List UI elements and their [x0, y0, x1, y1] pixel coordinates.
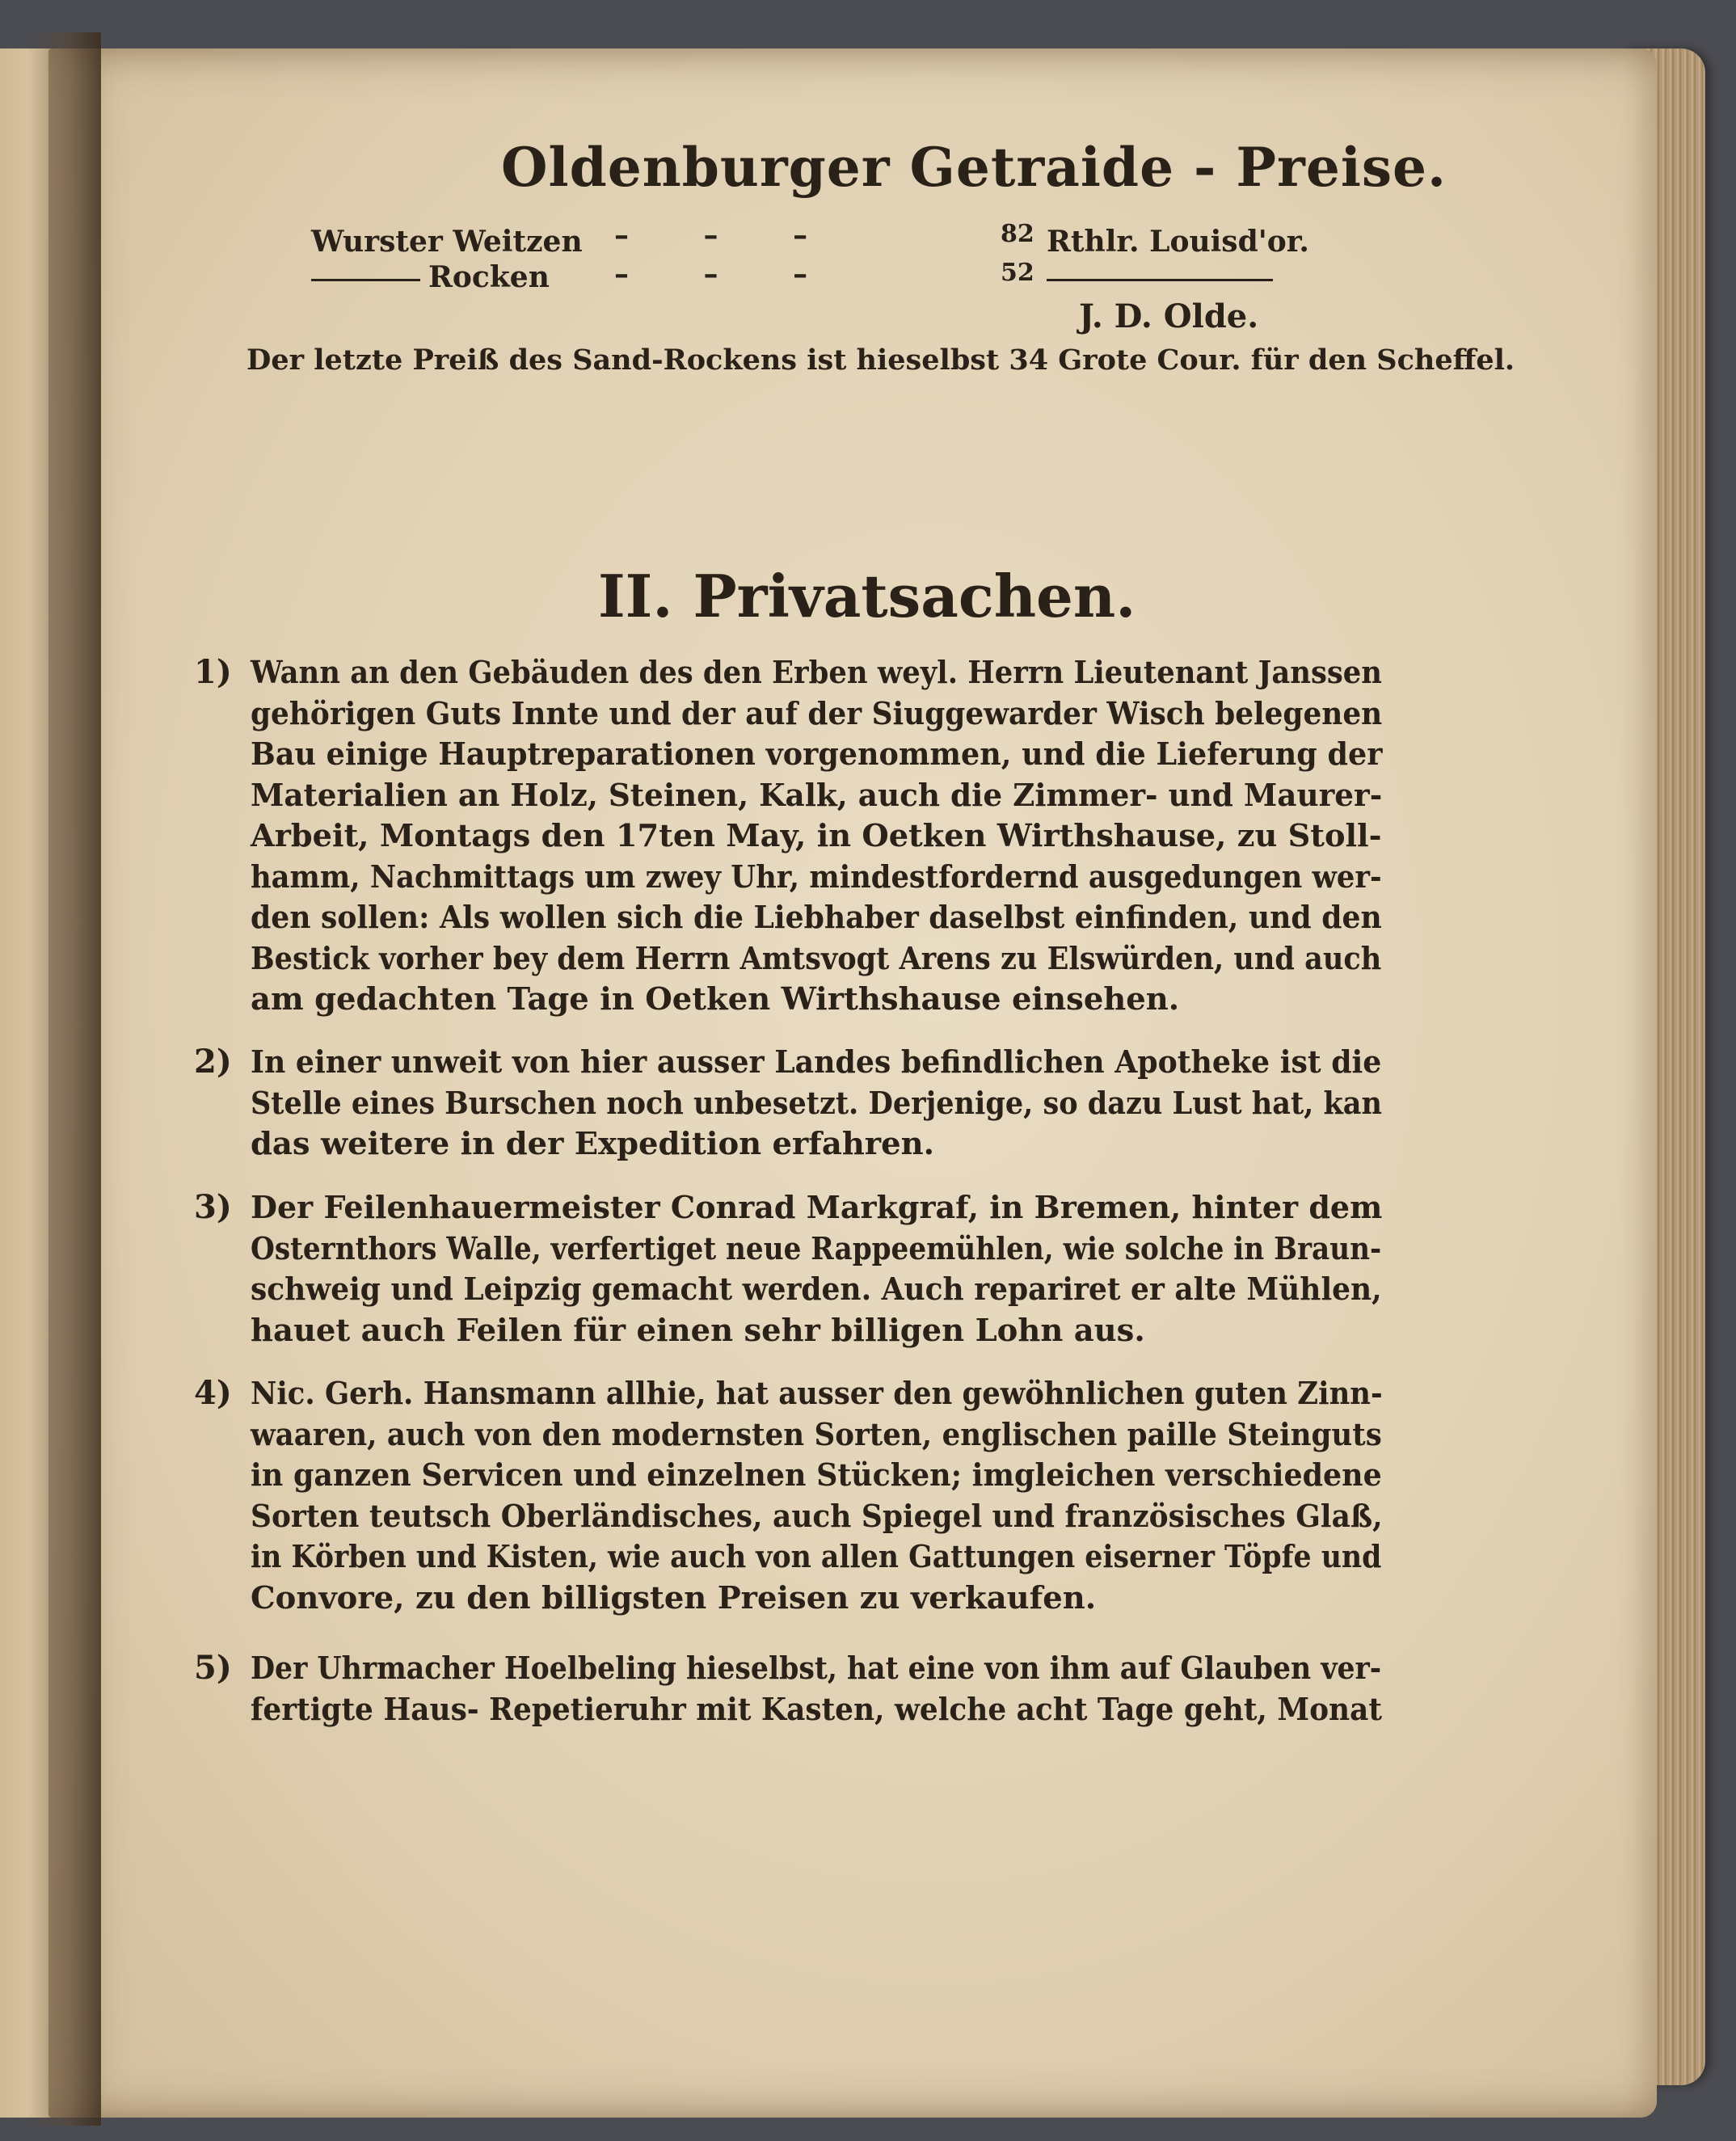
entry-line: das weitere in der Expedition erfahren.	[251, 1126, 934, 1162]
price-row-2-value: 52	[1001, 259, 1034, 287]
price-row-1-unit: Rthlr. Louisd'or.	[1047, 225, 1309, 259]
entry-line: Der Feilenhauermeister Conrad Markgraf, in Bremen, hinter dem	[251, 1190, 1383, 1226]
entry-line: Bau einige Hauptreparationen vorgenommen, und die Lieferung der	[251, 736, 1383, 773]
entry-line: Wann an den Gebäuden des den Erben weyl. Herrn Lieutenant Janssen	[251, 655, 1382, 691]
entry-line: in ganzen Servicen und einzelnen Stücken; imgleichen verschiedene	[251, 1457, 1382, 1494]
price-row-1-dashes: – – –	[614, 218, 841, 252]
entry-3	[194, 1188, 1383, 1351]
entry-line: Convore, zu den billigsten Preisen zu verkaufen.	[251, 1579, 1097, 1616]
entry-line: In einer unweit von hier ausser Landes befindlichen Apotheke ist die	[251, 1044, 1382, 1081]
entry-number: 1)	[194, 653, 232, 691]
entry-line: in Körben und Kisten, wie auch von allen Gattungen eiserner Töpfe und	[251, 1539, 1382, 1575]
section-title: II. Privatsachen.	[598, 562, 1136, 630]
entry-number: 3)	[194, 1188, 232, 1226]
entry-line: Nic. Gerh. Hansmann allhie, hat ausser den gewöhnlichen guten Zinn-	[251, 1376, 1383, 1412]
entry-line: fertigte Haus- Repetieruhr mit Kasten, welche acht Tage geht, Monat	[251, 1691, 1382, 1728]
entry-1	[194, 653, 1383, 1021]
page-title: Oldenburger Getraide - Preise.	[501, 136, 1447, 199]
gutter-shadow	[28, 32, 101, 2126]
entry-4	[194, 1374, 1383, 1619]
entry-2	[194, 1043, 1382, 1165]
entry-line: Stelle eines Burschen noch unbesetzt. Derjenige, so dazu Lust hat, kan	[251, 1085, 1382, 1122]
entry-line: hamm, Nachmittags um zwey Uhr, mindestfordernd ausgedungen wer-	[251, 858, 1382, 896]
entry-line: Bestick vorher bey dem Herrn Amtsvogt Arens zu Elswürden, und auch	[251, 940, 1382, 977]
price-row-1-item: Wurster Weitzen	[311, 225, 583, 259]
entry-line: Osternthors Walle, verfertiget neue Rappeemühlen, wie solche in Braun-	[251, 1230, 1382, 1267]
price-row-2-rule-right	[1047, 279, 1273, 281]
entry-line: schweig und Leipzig gemacht werden. Auch repariret er alte Mühlen,	[251, 1271, 1382, 1308]
entry-line: gehörigen Guts Innte und der auf der Siuggewarder Wisch belegenen	[251, 695, 1383, 732]
price-note: Der letzte Preiß des Sand-Rockens ist hieselbst 34 Grote Cour. für den Scheffel.	[246, 343, 1515, 377]
entry-5	[194, 1649, 1382, 1730]
entry-line: Der Uhrmacher Hoelbeling hieselbst, hat eine von ihm auf Glauben ver-	[251, 1650, 1382, 1687]
price-row-1-value: 82	[1001, 220, 1034, 248]
entry-number: 2)	[194, 1043, 232, 1081]
entry-line: Arbeit, Montags den 17ten May, in Oetken Wirthshause, zu Stoll-	[251, 818, 1382, 854]
price-row-2-item: Rocken	[428, 260, 550, 294]
entry-number: 5)	[194, 1649, 232, 1687]
entry-line: Materialien an Holz, Steinen, Kalk, auch die Zimmer- und Maurer-	[251, 777, 1383, 814]
entry-line: am gedachten Tage in Oetken Wirthshause einsehen.	[251, 981, 1180, 1018]
price-row-2-rule-left	[311, 279, 420, 281]
price-row-2-dashes: – – –	[614, 257, 841, 291]
entry-line: den sollen: Als wollen sich die Liebhaber daselbst einfinden, und den	[251, 900, 1382, 936]
entry-line: waaren, auch von den modernsten Sorten, englischen paille Steinguts	[251, 1416, 1382, 1453]
entry-number: 4)	[194, 1374, 232, 1412]
entry-line: Sorten teutsch Oberländisches, auch Spiegel und französisches Glaß,	[251, 1498, 1383, 1535]
entry-line: hauet auch Feilen für einen sehr billigen Lohn aus.	[251, 1312, 1145, 1349]
price-signature: J. D. Olde.	[1079, 297, 1259, 335]
